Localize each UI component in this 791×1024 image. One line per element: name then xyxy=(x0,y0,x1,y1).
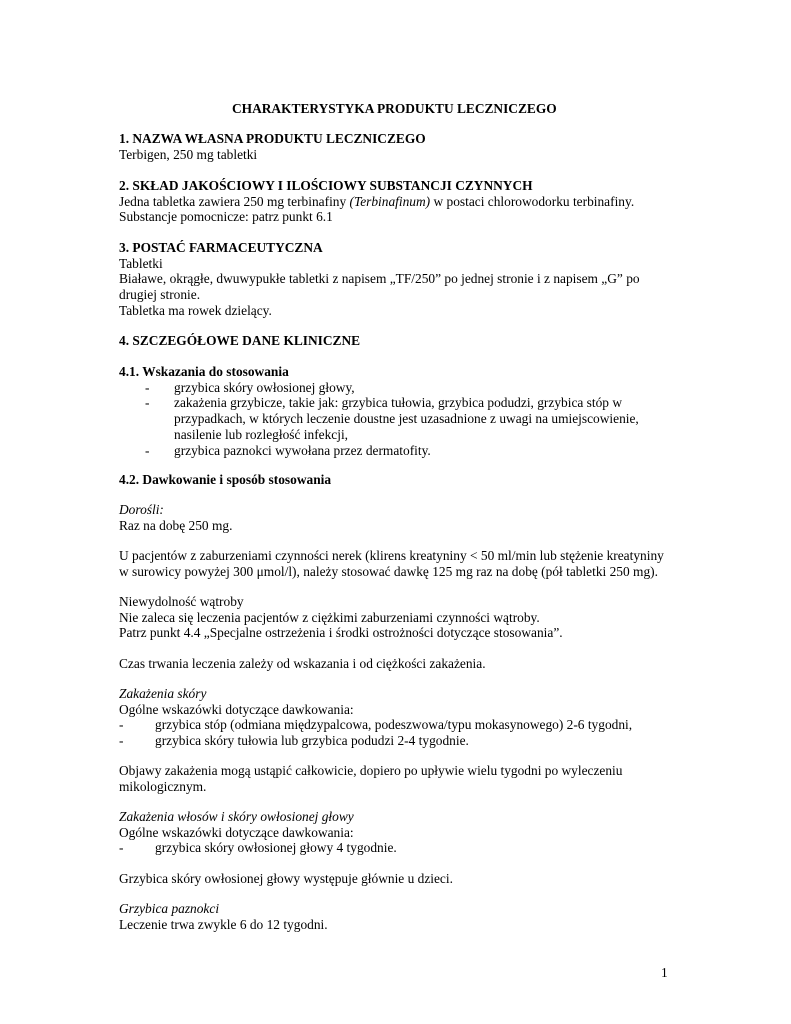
list-dash: - xyxy=(119,840,124,856)
list-item-text: zakażenia grzybicze, takie jak: grzybica tułowia, grzybica podudzi, grzybica stóp w xyxy=(174,395,623,411)
form-line-3: drugiej stronie. xyxy=(119,287,201,303)
renal-line-2: w surowicy powyżej 300 μmol/l), należy stosować dawkę 125 mg raz na dobę (pół tabletki 250 mg). xyxy=(119,563,658,579)
list-item-text: grzybica skóry owłosionej głowy, xyxy=(174,379,355,395)
symptoms-block xyxy=(119,763,679,794)
nails-block xyxy=(119,901,679,932)
list-item xyxy=(119,733,679,749)
list-item xyxy=(119,395,679,442)
list-item xyxy=(119,717,679,733)
section-1-heading: 1. NAZWA WŁASNA PRODUKTU LECZNICZEGO xyxy=(119,131,426,146)
section-3-heading: 3. POSTAĆ FARMACEUTYCZNA xyxy=(119,240,323,255)
page-number: 1 xyxy=(661,965,668,980)
liver-block xyxy=(119,594,679,641)
section-2-heading: 2. SKŁAD JAKOŚCIOWY I ILOŚCIOWY SUBSTANCJI CZYNNYCH xyxy=(119,178,533,193)
liver-line-2: Patrz punkt 4.4 „Specjalne ostrzeżenia i środki ostrożności dotyczące stosowania”. xyxy=(119,625,563,641)
symptoms-line-1: Objawy zakażenia mogą ustąpić całkowicie, dopiero po upływie wielu tygodni po wyleczeniu xyxy=(119,763,623,778)
document-title: CHARAKTERYSTYKA PRODUKTU LECZNICZEGO xyxy=(232,101,557,116)
form-line-1: Tabletki xyxy=(119,255,163,271)
list-dash: - xyxy=(119,717,124,733)
form-line-2: Białawe, okrągłe, dwuwypukłe tabletki z napisem „TF/250” po jednej stronie i z napisem „G” po xyxy=(119,271,640,287)
section-3 xyxy=(119,240,679,319)
section-4-1 xyxy=(119,364,679,458)
list-dash: - xyxy=(145,442,150,458)
list-item-text: grzybica stóp (odmiana międzypalcowa, podeszwowa/typu mokasynowego) 2-6 tygodni, xyxy=(155,717,633,733)
symptoms-line-2: mikologicznym. xyxy=(119,778,207,794)
children-note: Grzybica skóry owłosionej głowy występuje głównie u dzieci. xyxy=(119,871,453,886)
section-2 xyxy=(119,178,679,225)
adults-label: Dorośli: xyxy=(119,502,164,517)
composition-latin-name: (Terbinafinum) xyxy=(349,193,431,209)
nails-text: Leczenie trwa zwykle 6 do 12 tygodni. xyxy=(119,916,328,932)
hair-guidance: Ogólne wskazówki dotyczące dawkowania: xyxy=(119,824,354,840)
renal-block xyxy=(119,548,679,579)
list-dash: - xyxy=(145,379,150,395)
duration-block xyxy=(119,656,679,672)
list-item-text: grzybica skóry tułowia lub grzybica podudzi 2-4 tygodnie. xyxy=(155,733,469,749)
adults-block xyxy=(119,502,679,533)
list-item xyxy=(119,840,679,856)
list-item-text: nasilenie lub rozległość infekcji, xyxy=(174,426,349,442)
product-name: Terbigen, 250 mg tabletki xyxy=(119,146,258,162)
nails-label: Grzybica paznokci xyxy=(119,901,220,916)
list-item-text: przypadkach, w których leczenie doustne jest uzasadnione z uwagi na umiejscowienie, xyxy=(174,411,639,427)
excipients-line: Substancje pomocnicze: patrz punkt 6.1 xyxy=(119,209,333,225)
liver-label: Niewydolność wątroby xyxy=(119,594,244,609)
list-item-text: grzybica paznokci wywołana przez dermatofity. xyxy=(174,442,431,458)
list-item-text: grzybica skóry owłosionej głowy 4 tygodnie. xyxy=(155,840,397,856)
skin-guidance: Ogólne wskazówki dotyczące dawkowania: xyxy=(119,701,354,717)
hair-label: Zakażenia włosów i skóry owłosionej głowy xyxy=(119,809,354,824)
liver-line-1: Nie zaleca się leczenia pacjentów z ciężkimi zaburzeniami czynności wątroby. xyxy=(119,609,540,625)
composition-text-a: Jedna tabletka zawiera 250 mg terbinafiny xyxy=(119,193,350,209)
list-item xyxy=(119,443,679,459)
adults-dose: Raz na dobę 250 mg. xyxy=(119,517,233,533)
skin-block xyxy=(119,686,679,749)
composition-line xyxy=(119,194,679,210)
list-dash: - xyxy=(119,733,124,749)
composition-text-c: w postaci chlorowodorku terbinafiny. xyxy=(430,193,635,209)
section-4-2-heading-block xyxy=(119,472,679,488)
section-4-heading: 4. SZCZEGÓŁOWE DANE KLINICZNE xyxy=(119,333,361,348)
section-4 xyxy=(119,333,679,349)
form-line-4: Tabletka ma rowek dzielący. xyxy=(119,302,272,318)
section-4-2-heading: 4.2. Dawkowanie i sposób stosowania xyxy=(119,472,332,487)
list-item xyxy=(119,380,679,396)
list-dash: - xyxy=(145,395,150,411)
skin-label: Zakażenia skóry xyxy=(119,686,207,701)
duration-text: Czas trwania leczenia zależy od wskazania i od ciężkości zakażenia. xyxy=(119,656,486,671)
children-block xyxy=(119,871,679,887)
renal-line-1: U pacjentów z zaburzeniami czynności nerek (klirens kreatyniny < 50 ml/min lub stężenie kreatyniny xyxy=(119,548,664,563)
section-4-1-heading: 4.1. Wskazania do stosowania xyxy=(119,364,289,379)
section-1 xyxy=(119,131,679,162)
hair-block xyxy=(119,809,679,856)
